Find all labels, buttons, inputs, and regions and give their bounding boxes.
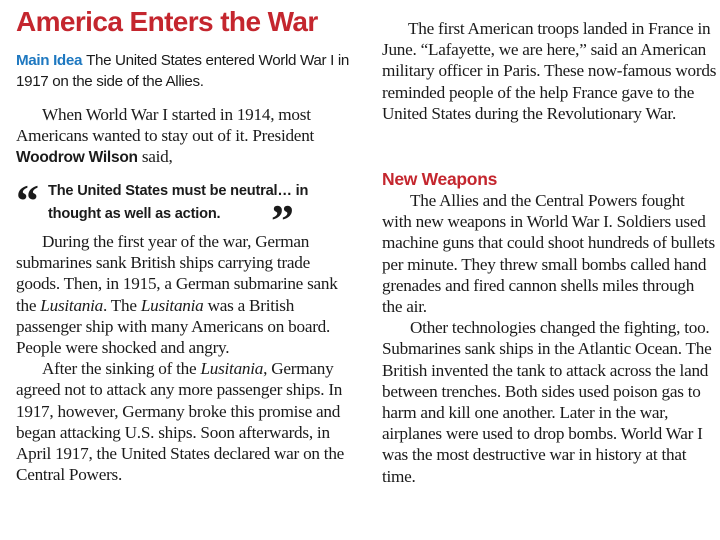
left-body-block (16, 231, 356, 485)
declaration-paragraph (16, 358, 356, 485)
main-idea-text: The United States entered World War I in 1917 on the side of the Allies. (16, 52, 349, 90)
technology-paragraph: Other technologies changed the fighting, too. Submarines sank ships in the Atlantic Ocean. The British invented the tank to attack across the land between trenches. Both sides used poison gas to harm and kill one another. Later in the war, airplanes were used to drop bombs. World War I was the most destructive war in history at that time. (382, 318, 712, 486)
intro-paragraph-block (16, 104, 356, 169)
lusitania-italic-2: Lusitania (140, 295, 204, 315)
main-idea-label: Main Idea (16, 52, 83, 69)
right-body-block (382, 190, 718, 487)
intro-text-start: When World War I started in 1914, most Americans wanted to stay out of it. President (16, 105, 315, 146)
quote-text: The United States must be neutral… in thought as well as action. (48, 183, 309, 222)
lusitania-text-b: . The (103, 295, 141, 315)
intro-text-end: said, (137, 147, 173, 167)
lusitania-paragraph (16, 231, 356, 358)
intro-paragraph (16, 104, 356, 169)
lusitania-italic-1: Lusitania (40, 295, 103, 315)
lusitania-italic-3: Lusitania (200, 359, 264, 379)
quotation (16, 174, 356, 246)
main-idea (16, 51, 356, 92)
close-quote-icon: ” (271, 195, 294, 246)
lafayette-paragraph: The first American troops landed in France in June. “Lafayette, we are here,” said an American military officer in Paris. These now-famous words reminded people of the help France gave to the United States during the Revolutionary War. (382, 19, 717, 123)
person-name: Woodrow Wilson (16, 149, 138, 167)
page-title: America Enters the War (16, 6, 318, 37)
lusitania-text-a: During the first year of the war, German submarines sank British ships carrying trade goods. Then, in 1915, a German submarine sank the (16, 232, 338, 315)
weapons-paragraph: The Allies and the Central Powers fought with new weapons in World War I. Soldiers used machine guns that could shoot hundreds of bullets per minute. They threw small bombs called hand grenades and fired cannon shells miles through the air. (382, 191, 715, 317)
open-quote-icon: “ (16, 175, 39, 226)
declaration-text-a: After the sinking of the (42, 359, 201, 379)
section-heading: New Weapons (382, 169, 498, 189)
declaration-text-b: , Germany agreed not to attack any more passenger ships. In 1917, however, Germany broke this promise and began attacking U.S. ships. Soon afterwards, in April 1917, the United States declared war on the Central Powers. (16, 359, 345, 485)
right-intro-block (382, 18, 718, 124)
lusitania-text-c: was a British passenger ship with many Americans on board. People were shocked and angry. (16, 295, 331, 358)
